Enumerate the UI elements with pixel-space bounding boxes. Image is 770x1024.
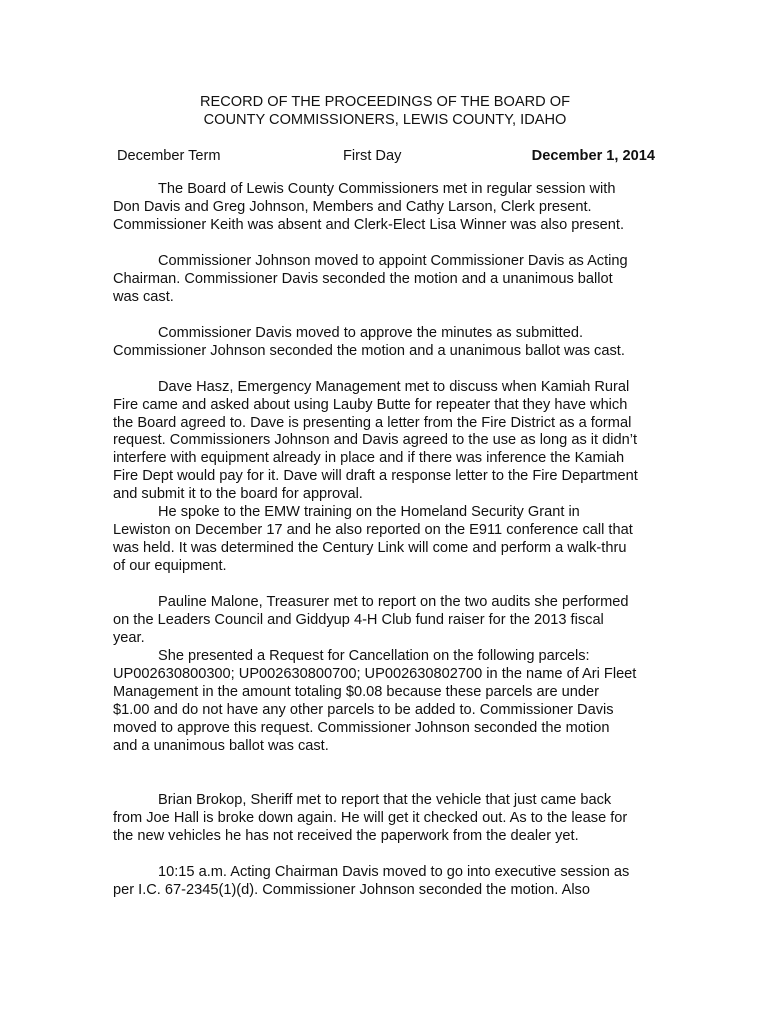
paragraph-line: Commissioner Keith was absent and Clerk-Elect Lisa Winner was also present. xyxy=(113,216,624,233)
paragraph-line: She presented a Request for Cancellation on the following parcels: xyxy=(158,647,590,664)
paragraph-line: Dave Hasz, Emergency Management met to discuss when Kamiah Rural xyxy=(158,378,630,395)
date-label: December 1, 2014 xyxy=(531,148,655,164)
paragraph-executive-session xyxy=(113,864,658,900)
paragraph-session xyxy=(113,181,658,235)
paragraph-line: Lewiston on December 17 and he also reported on the E911 conference call that xyxy=(113,522,633,539)
paragraph-line: interfere with equipment already in place and if there was inference the Kamiah xyxy=(113,450,625,467)
title-line-1: RECORD OF THE PROCEEDINGS OF THE BOARD OF xyxy=(199,94,571,110)
paragraph-line: request. Commissioners Johnson and Davis agreed to the use as long as it didn’t xyxy=(113,432,638,449)
paragraph-line: Chairman. Commissioner Davis seconded the motion and a unanimous ballot xyxy=(113,270,613,287)
paragraph-line: Brian Brokop, Sheriff met to report that the vehicle that just came back xyxy=(158,791,612,808)
paragraph-acting-chairman xyxy=(113,253,658,307)
day-label: First Day xyxy=(343,148,402,164)
paragraph-line: per I.C. 67-2345(1)(d). Commissioner Johnson seconded the motion. Also xyxy=(113,881,590,898)
paragraph-line: Management in the amount totaling $0.08 because these parcels are under xyxy=(113,683,599,700)
paragraph-line: and a unanimous ballot was cast. xyxy=(113,737,329,754)
paragraph-line: the Board agreed to. Dave is presenting a letter from the Fire District as a formal xyxy=(113,414,632,431)
paragraph-line: He spoke to the EMW training on the Homeland Security Grant in xyxy=(158,504,580,521)
paragraph-line: Pauline Malone, Treasurer met to report on the two audits she performed xyxy=(158,594,629,611)
paragraph-line: on the Leaders Council and Giddyup 4-H Club fund raiser for the 2013 fiscal xyxy=(113,612,604,629)
paragraph-line: Fire Dept would pay for it. Dave will draft a response letter to the Fire Department xyxy=(113,468,638,485)
paragraph-line: was held. It was determined the Century Link will come and perform a walk-thru xyxy=(113,540,627,557)
paragraph-emergency-management xyxy=(113,379,658,505)
paragraph-treasurer xyxy=(113,594,658,648)
paragraph-line: The Board of Lewis County Commissioners met in regular session with xyxy=(158,181,616,197)
paragraph-line: Don Davis and Greg Johnson, Members and Cathy Larson, Clerk present. xyxy=(113,198,592,215)
term-header xyxy=(117,147,655,165)
paragraph-line: and submit it to the board for approval. xyxy=(113,486,363,503)
paragraph-line: Commissioner Davis moved to approve the minutes as submitted. xyxy=(158,324,584,341)
term-label: December Term xyxy=(117,148,221,164)
paragraph-line: UP002630800300; UP002630800700; UP002630802700 in the name of Ari Fleet xyxy=(113,665,637,682)
document-title xyxy=(0,93,770,129)
paragraph-line: the new vehicles he has not received the paperwork from the dealer yet. xyxy=(113,827,579,844)
paragraph-line: Commissioner Johnson moved to appoint Commissioner Davis as Acting xyxy=(158,252,628,269)
paragraph-sheriff xyxy=(113,792,658,846)
paragraph-line: 10:15 a.m. Acting Chairman Davis moved to go into executive session as xyxy=(158,863,630,880)
paragraph-line: moved to approve this request. Commissioner Johnson seconded the motion xyxy=(113,719,610,736)
paragraph-line: of our equipment. xyxy=(113,558,227,575)
paragraph-cancellation xyxy=(113,648,658,756)
paragraph-line: $1.00 and do not have any other parcels to be added to. Commissioner Davis xyxy=(113,701,614,718)
paragraph-minutes xyxy=(113,325,658,361)
paragraph-emw-training xyxy=(113,504,658,576)
title-line-2: COUNTY COMMISSIONERS, LEWIS COUNTY, IDAHO xyxy=(203,112,567,128)
paragraph-line: Commissioner Johnson seconded the motion and a unanimous ballot was cast. xyxy=(113,342,625,359)
paragraph-line: from Joe Hall is broke down again. He will get it checked out. As to the lease for xyxy=(113,809,628,826)
minutes-body xyxy=(113,181,658,899)
paragraph-line: was cast. xyxy=(113,288,174,305)
paragraph-line: year. xyxy=(113,630,145,647)
paragraph-line: Fire came and asked about using Lauby Butte for repeater that they have which xyxy=(113,396,628,413)
